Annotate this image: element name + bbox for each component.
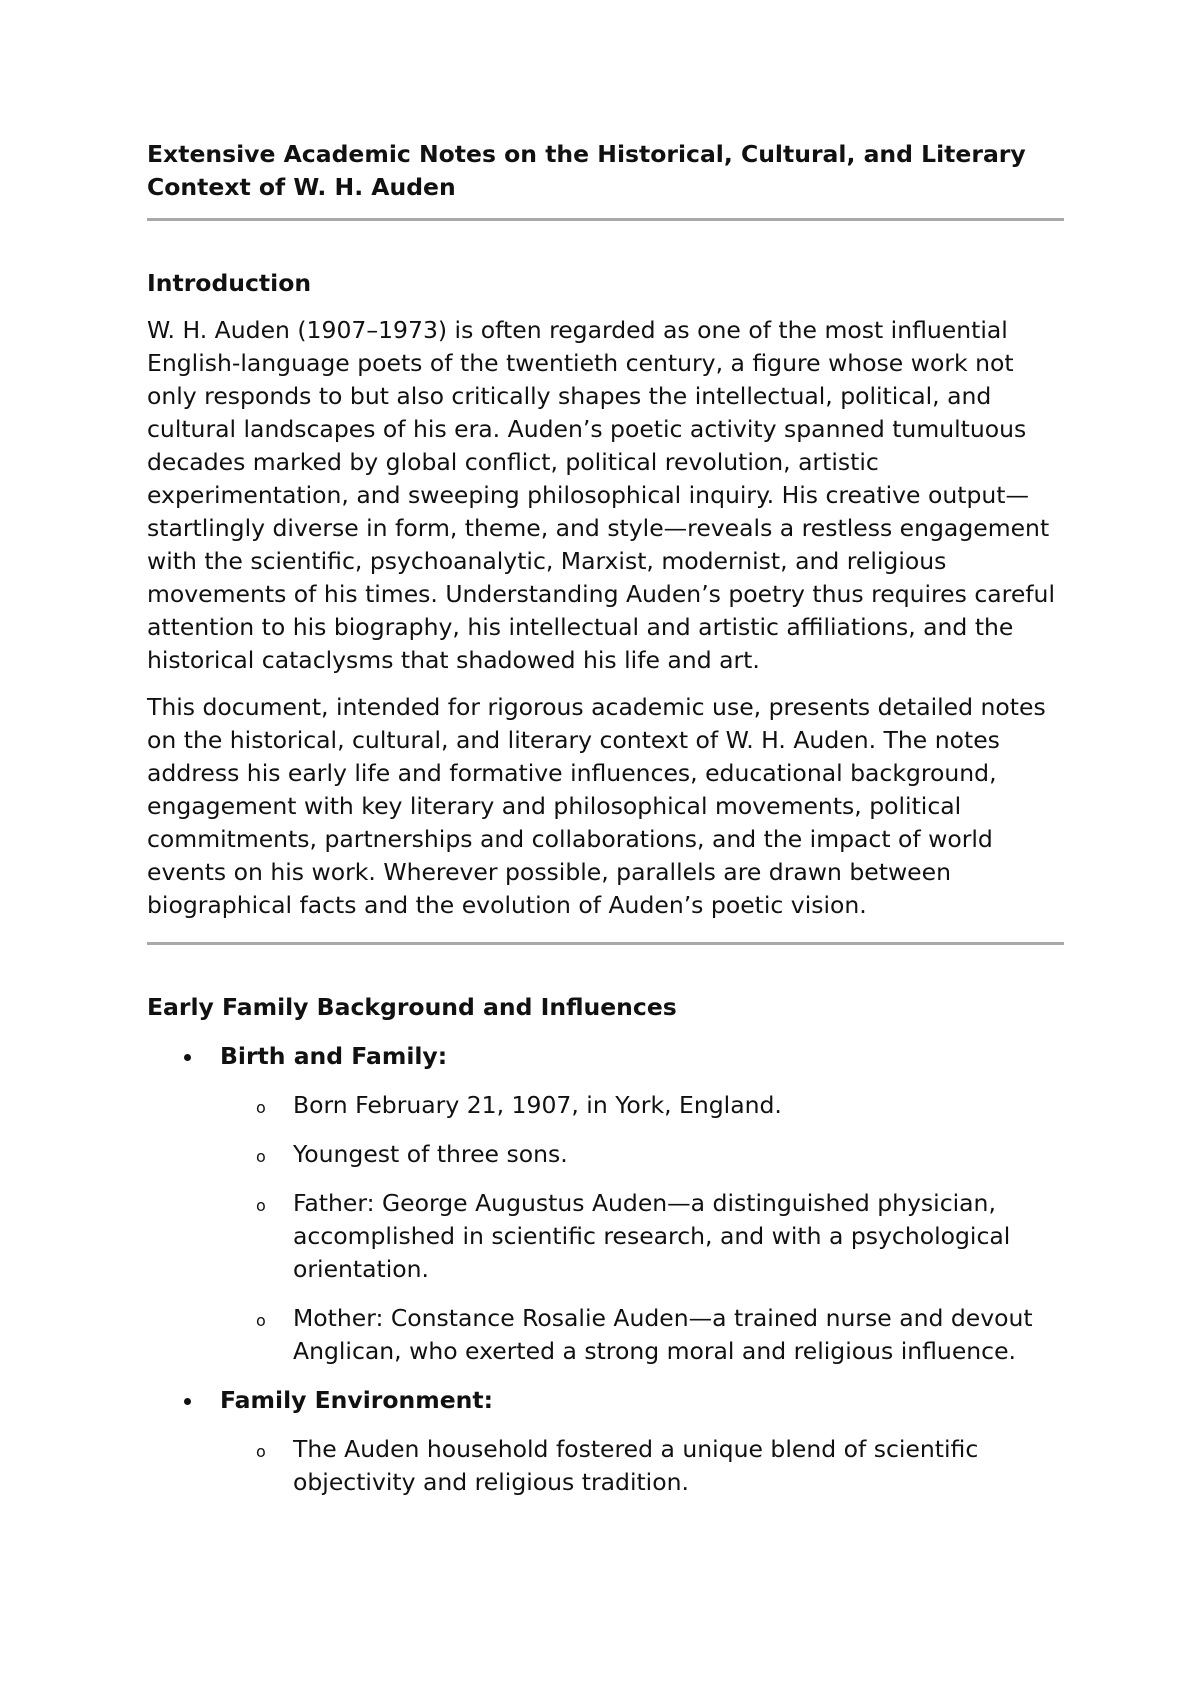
early-family-list [147, 1040, 1067, 1499]
document-page [147, 138, 1067, 1515]
list-item-label: Birth and Family: [220, 1042, 448, 1070]
circle-bullet-icon: o [256, 1196, 266, 1215]
bullet-icon [184, 1054, 191, 1061]
introduction-paragraph-2: This document, intended for rigorous academic use, presents detailed notes on the historical, cultural, and literary context of W. H. Auden. The notes address his early life and formative influences, educational background, engagement with key literary and philosophical movements, political commitments, partnerships and collaborations, and the impact of world events on his work. Wherever possible, parallels are drawn between biographical facts and the evolution of Auden’s poetic vision. [147, 693, 1046, 919]
sub-list-item-text: Father: George Augustus Auden—a distinguished physician, accomplished in scientific research, and with a psychological orientation. [293, 1189, 1011, 1283]
sub-list-item [220, 1138, 1067, 1171]
circle-bullet-icon: o [256, 1147, 266, 1166]
introduction-paragraph-1: W. H. Auden (1907–1973) is often regarded as one of the most influential English-language poets of the twentieth century, a figure whose work not only responds to but also critically shapes the intellectual, political, and cultural landscapes of his era. Auden’s poetic activity spanned tumultuous decades marked by global conflict, political revolution, artistic experimentation, and sweeping philosophical inquiry. His creative output—startlingly diverse in form, theme, and style—reveals a restless engagement with the scientific, psychoanalytic, Marxist, modernist, and religious movements of his times. Understanding Auden’s poetry thus requires careful attention to his biography, his intellectual and artistic affiliations, and the historical cataclysms that shadowed his life and art. [147, 316, 1055, 674]
sub-list-item-text: Mother: Constance Rosalie Auden—a trained nurse and devout Anglican, who exerted a strong moral and religious influence. [293, 1304, 1033, 1365]
sub-list-item [220, 1433, 1067, 1499]
circle-bullet-icon: o [256, 1311, 266, 1330]
list-item-label: Family Environment: [220, 1386, 494, 1414]
sub-list-item [220, 1089, 1067, 1122]
birth-and-family-sublist [220, 1089, 1067, 1368]
document-title: Extensive Academic Notes on the Historical, Cultural, and Literary Context of W. H. Auden [147, 140, 1026, 201]
horizontal-rule [147, 942, 1064, 945]
introduction-heading: Introduction [147, 269, 312, 297]
sub-list-item-text: Born February 21, 1907, in York, England. [293, 1091, 782, 1119]
sub-list-item [220, 1302, 1067, 1368]
sub-list-item-text: The Auden household fostered a unique blend of scientific objectivity and religious tradition. [293, 1435, 979, 1496]
early-family-heading: Early Family Background and Influences [147, 993, 677, 1021]
sub-list-item [220, 1187, 1067, 1286]
horizontal-rule [147, 218, 1064, 221]
circle-bullet-icon: o [256, 1098, 266, 1117]
circle-bullet-icon: o [256, 1442, 266, 1461]
bullet-icon [184, 1398, 191, 1405]
list-item-birth-and-family [147, 1040, 1067, 1368]
sub-list-item-text: Youngest of three sons. [293, 1140, 568, 1168]
list-item-family-environment [147, 1384, 1067, 1499]
family-environment-sublist [220, 1433, 1067, 1499]
